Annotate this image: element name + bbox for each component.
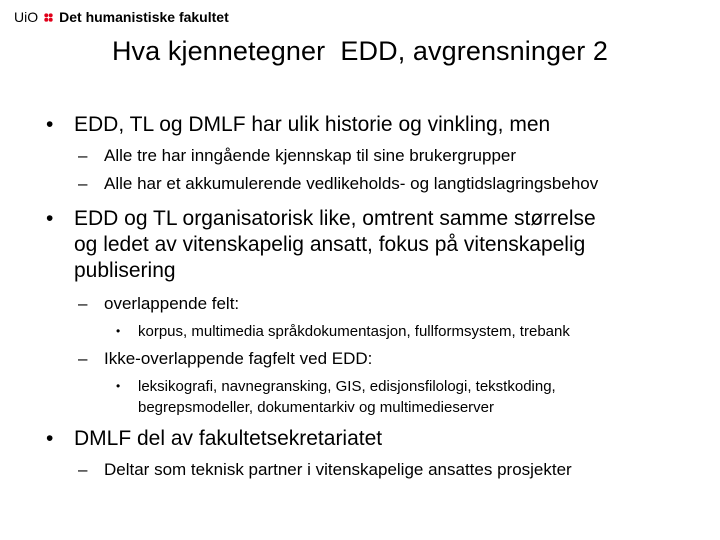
bullet-1-2	[78, 173, 714, 195]
bullet-marker: •	[46, 113, 54, 136]
small-bullet-marker: •	[116, 324, 121, 338]
bullet-marker: •	[46, 207, 54, 230]
faculty-name: Det humanistiske fakultet	[59, 9, 229, 25]
bullet-2-2-1	[116, 376, 706, 418]
dash-marker: –	[78, 146, 88, 165]
bullet-1-text: EDD, TL og DMLF har ulik historie og vinkling, men	[74, 113, 551, 136]
bullet-2-1-text: overlappende felt:	[104, 294, 240, 313]
bullet-1-2-text: Alle har et akkumulerende vedlikeholds- og langtidslagringsbehov	[104, 174, 599, 193]
dash-marker: –	[78, 294, 88, 313]
dash-marker: –	[78, 174, 88, 193]
slide-header	[14, 6, 229, 28]
bullet-2-1-1	[116, 321, 706, 342]
bullet-2-line-3: publisering	[74, 259, 176, 282]
bullet-2-2	[78, 348, 708, 370]
bullet-3	[46, 426, 706, 452]
bullet-2-1-1-text: korpus, multimedia språkdokumentasjon, fullformsystem, trebank	[138, 323, 570, 340]
bullet-2-2-1-line-2: begrepsmodeller, dokumentarkiv og multimedieserver	[138, 399, 495, 416]
uio-logo-text: UiO	[14, 9, 39, 25]
bullet-3-text: DMLF del av fakultetsekretariatet	[74, 427, 383, 450]
dash-marker: –	[78, 349, 88, 368]
bullet-2-line-2: og ledet av vitenskapelig ansatt, fokus på vitenskapelig	[74, 233, 586, 256]
bullet-3-1-text: Deltar som teknisk partner i vitenskapelige ansattes prosjekter	[104, 460, 572, 479]
uio-seal-icon	[43, 12, 54, 23]
bullet-2-line-1: EDD og TL organisatorisk like, omtrent samme størrelse	[74, 207, 596, 230]
bullet-3-1	[78, 459, 708, 481]
bullet-2-2-text: Ikke-overlappende fagfelt ved EDD:	[104, 349, 373, 368]
bullet-2	[46, 206, 706, 284]
bullet-marker: •	[46, 427, 54, 450]
bullet-2-1	[78, 293, 708, 315]
bullet-1-1-text: Alle tre har inngående kjennskap til sine brukergrupper	[104, 146, 517, 165]
small-bullet-marker: •	[116, 379, 121, 393]
bullet-1	[46, 112, 706, 138]
bullet-2-2-1-line-1: leksikografi, navnegransking, GIS, edisjonsfilologi, tekstkoding,	[138, 378, 556, 395]
bullet-1-1	[78, 145, 708, 167]
slide-title: Hva kjennetegner EDD, avgrensninger 2	[111, 36, 609, 66]
dash-marker: –	[78, 460, 88, 479]
